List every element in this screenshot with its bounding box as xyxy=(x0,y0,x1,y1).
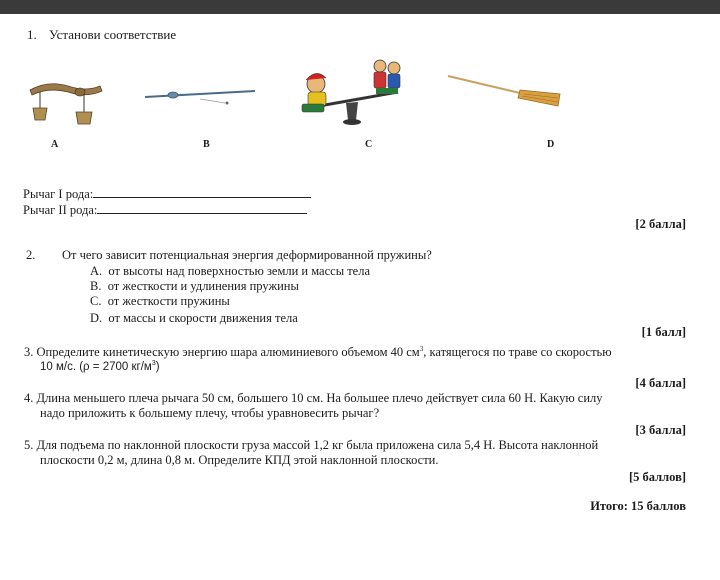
q2-option-c[interactable]: C. от жесткости пружины xyxy=(90,294,230,308)
q2-option-a[interactable]: A. от высоты над поверхностью земли и массы тела xyxy=(90,264,371,278)
fishing-rod-image xyxy=(145,85,260,110)
q4-points: [3 балла] xyxy=(635,423,686,437)
image-label-a: A xyxy=(51,139,59,150)
q2-number: 2. xyxy=(26,248,36,262)
q2-option-d[interactable]: D. от массы и скорости движения тела xyxy=(90,311,298,325)
yoke-buckets-image xyxy=(28,78,108,138)
broom-image xyxy=(448,70,563,110)
q1-title: Установи соответствие xyxy=(49,27,177,42)
q2-points: [1 балл] xyxy=(641,325,686,339)
q2-option-b[interactable]: B. от жесткости и удлинения пружины xyxy=(90,279,299,293)
q5-line-1: 5. Для подъема по наклонной плоскости груза массой 1,2 кг была приложена сила 5,4 Н. Высота наклонной xyxy=(24,438,599,452)
lever-first-kind-label: Рычаг I рода: xyxy=(23,186,311,202)
seesaw-kids-image xyxy=(298,58,410,128)
q5-line-2: плоскости 0,2 м, длина 0,8 м. Определите КПД этой наклонной плоскости. xyxy=(40,453,439,467)
lever-second-kind-answer-line[interactable] xyxy=(97,202,307,214)
q3-points: [4 балла] xyxy=(635,376,686,390)
lever-first-kind-answer-line[interactable] xyxy=(93,186,311,198)
q3-line-2: 10 м/с. (ρ = 2700 $кг/м^3$) xyxy=(40,360,160,373)
top-bar xyxy=(0,0,720,14)
total-score: Итого: 15 баллов xyxy=(590,499,686,513)
lever-second-kind-label: Рычаг II рода: xyxy=(23,202,307,218)
q1-points: [2 балла] xyxy=(635,217,686,231)
q1-number: 1. xyxy=(27,27,37,42)
image-label-d: D xyxy=(547,139,555,150)
q4-line-2: надо приложить к большему плечу, чтобы уравновесить рычаг? xyxy=(40,406,380,420)
image-label-b: B xyxy=(203,139,210,150)
q5-points: [5 баллов] xyxy=(628,470,686,484)
q4-line-1: 4. Длина меньшего плеча рычага 50 см, большего 10 см. На большее плечо действует сила 60 Н. Какую силу xyxy=(24,391,603,405)
image-label-c: C xyxy=(365,139,373,150)
q2-question: От чего зависит потенциальная энергия деформированной пружины? xyxy=(62,248,432,262)
q3-line-1: 3. Определите кинетическую энергию шара алюминиевого объемом 40 $см^3$, катящегося по траве со скоростью xyxy=(24,345,612,360)
